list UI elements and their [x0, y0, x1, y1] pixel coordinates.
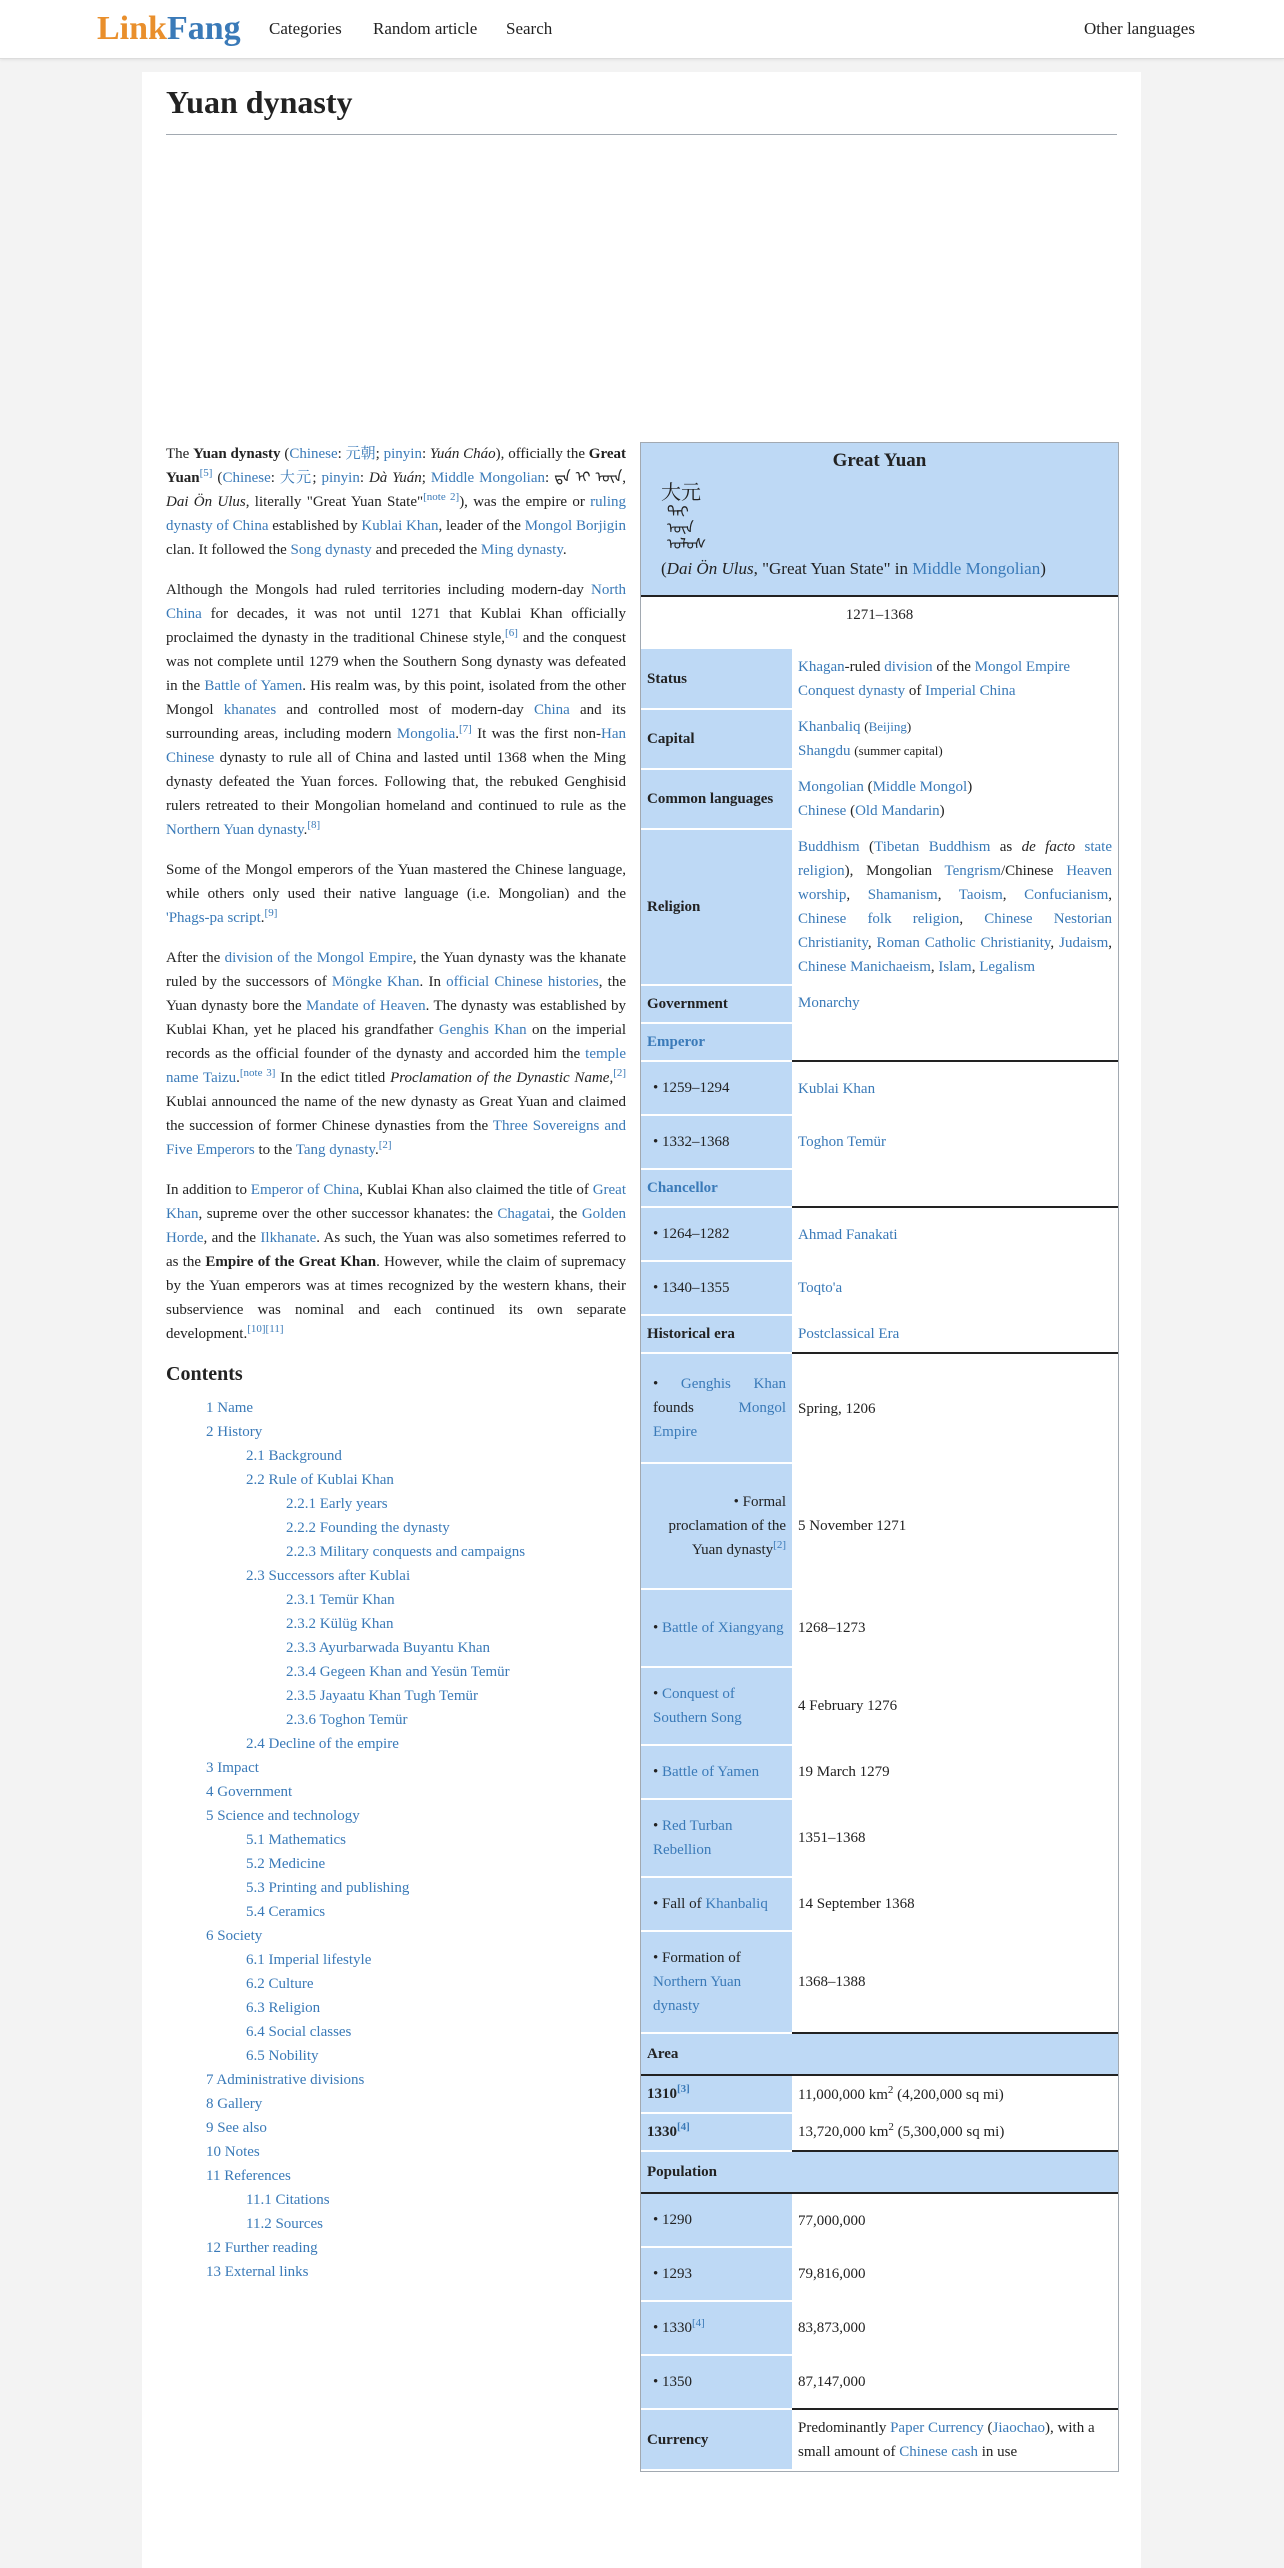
- toc-item[interactable]: 2.3.6 Toghon Temür: [286, 1712, 408, 1728]
- link[interactable]: Chinese: [222, 470, 271, 486]
- toc-item[interactable]: 4 Government: [206, 1784, 293, 1800]
- link[interactable]: Khanbaliq: [705, 1896, 768, 1912]
- toc-item[interactable]: 6.2 Culture: [246, 1976, 314, 1992]
- toc-item[interactable]: 5.2 Medicine: [246, 1856, 326, 1872]
- link[interactable]: khanates: [223, 702, 277, 718]
- link[interactable]: Chinese: [289, 446, 338, 462]
- government-label: Government: [641, 985, 792, 1023]
- infobox-native-name: 大元 ᠳᠠᠢ ᠥᠨ ᠤᠯᠤᠰ: [661, 482, 707, 553]
- link[interactable]: Old Mandarin: [855, 803, 940, 819]
- link[interactable]: Chinese cash: [899, 2444, 978, 2460]
- link[interactable]: Mongolian: [798, 779, 864, 795]
- link[interactable]: Battle of Xiangyang: [662, 1620, 784, 1636]
- paragraph-3: Some of the Mongol emperors of the Yuan mastered the Chinese language, while others only used their native language (i.e. Mongolian) and the 'Phags-pa script.[9]: [166, 862, 626, 926]
- link[interactable]: Chinese folk religion: [798, 911, 960, 927]
- event-date: 19 March 1279: [798, 1764, 890, 1780]
- infobox-transliteration: (Dai Ön Ulus, "Great Yuan State" in Middle Mongolian): [661, 559, 1046, 578]
- link[interactable]: Han Chinese: [166, 726, 627, 766]
- population-year: • 1290: [641, 2193, 792, 2247]
- paragraph-2: Although the Mongols had ruled territories including modern-day North China for decades, it was not until 1271 that Kublai Khan officially proclaimed the dynasty in the traditional Chinese style,[6] and the conquest was not complete until 1279 when the Southern Song dynasty was defeated in the Battle of Yamen. His realm was, by this point, isolated from the other Mongol khanates and controlled most of modern-day China and its surrounding areas, including modern Mongolia.[7] It was the first non-Han Chinese dynasty to rule all of China and lasted until 1368 when the Ming dynasty defeated the Yuan forces. Following that, the rebuked Genghisid rulers retreated to their Mongolian homeland and continued to rule as the Northern Yuan dynasty.[8]: [166, 582, 627, 838]
- link[interactable]: Buddhism: [798, 839, 860, 855]
- link[interactable]: 元朝: [345, 446, 376, 462]
- chancellor-years: • 1264–1282: [641, 1207, 792, 1261]
- link[interactable]: Mandate of Heaven: [306, 998, 426, 1014]
- toc-item[interactable]: 2.3 Successors after Kublai: [246, 1568, 411, 1584]
- nav-categories[interactable]: Categories: [269, 19, 342, 38]
- toc-item[interactable]: 5.4 Ceramics: [246, 1904, 326, 1920]
- event-label: • Conquest of Southern Song: [641, 1667, 792, 1745]
- link[interactable]: Judaism: [1059, 935, 1109, 951]
- link[interactable]: Song dynasty: [290, 542, 372, 558]
- area-value: 11,000,000 $km^2$ (4,200,000 sq mi): [798, 2083, 1004, 2103]
- link[interactable]: Chinese: [798, 803, 847, 819]
- link[interactable]: Heaven worship: [798, 863, 1112, 903]
- toc-item[interactable]: 3 Impact: [206, 1760, 259, 1776]
- infobox-title: Great Yuan: [832, 450, 927, 471]
- link[interactable]: Ilkhanate: [260, 1230, 317, 1246]
- nav-other-languages[interactable]: Other languages: [1084, 19, 1195, 38]
- link[interactable]: Chinese Nestorian Christianity: [798, 911, 1113, 951]
- link[interactable]: 大元: [279, 470, 313, 486]
- link[interactable]: Confucianism: [1024, 887, 1109, 903]
- link[interactable]: Battle of Yamen: [204, 678, 303, 694]
- toc-item[interactable]: 2.2.3 Military conquests and campaigns: [286, 1544, 526, 1560]
- languages-value: Mongolian (Middle Mongol) Chinese (Old Mandarin): [798, 779, 973, 819]
- toc-item[interactable]: 5.1 Mathematics: [246, 1832, 346, 1848]
- title-divider: [166, 134, 1117, 135]
- toc-item[interactable]: 2.1 Background: [246, 1448, 342, 1464]
- link[interactable]: Jiaochao: [992, 2420, 1046, 2436]
- link[interactable]: Conquest of Southern Song: [653, 1686, 742, 1726]
- emperor-name: [792, 1115, 1118, 1169]
- link[interactable]: Islam: [938, 959, 972, 975]
- toc-item[interactable]: 11 References: [206, 2168, 291, 2184]
- link[interactable]: Khanbaliq: [798, 719, 861, 735]
- paragraph-4: After the division of the Mongol Empire, the Yuan dynasty was the khanate ruled by the successors of Möngke Khan. In official Chinese histories, the Yuan dynasty bore the Mandate of Heaven. The dynasty was established by Kublai Khan, yet he placed his grandfather Genghis Khan on the imperial records as the official founder of the dynasty and accorded him the temple name Taizu.[note 3] In the edict titled Proclamation of the Dynastic Name,[2] Kublai announced the name of the new dynasty as Great Yuan and claimed the succession of former Chinese dynasties from the Three Sovereigns and Five Emperors to the Tang dynasty.[2]: [166, 950, 627, 1158]
- toc-list: [166, 1396, 626, 2284]
- languages-label: Common languages: [641, 769, 792, 829]
- event-label: • Battle of Yamen: [641, 1745, 792, 1799]
- paragraph-intro: The Yuan dynasty (Chinese: 元朝; pinyin: Yuán Cháo), officially the Great Yuan[5] (Chinese: 大元; pinyin: Dà Yuán; Middle Mongolian: ᠳᠠ ᠢ ᠦᠨ, Dai Ön Ulus, literally "Great Yuan State"[note 2]), was the empire or ruling dynasty of China established by Kublai Khan, leader of the Mongol Borjigin clan. It followed the Song dynasty and preceded the Ming dynasty.: [166, 446, 627, 558]
- toc-item[interactable]: 2.3.2 Külüg Khan: [286, 1616, 394, 1632]
- mongolian-script: ᠳᠠᠢ ᠥᠨ ᠤᠯᠤᠰ: [667, 505, 707, 553]
- toc-item[interactable]: 6.4 Social classes: [246, 2024, 352, 2040]
- population-year: • 1330[4]: [641, 2301, 792, 2355]
- link[interactable]: Tibetan Buddhism: [874, 839, 991, 855]
- event-date: Spring, 1206: [792, 1353, 1118, 1463]
- nav-random-article[interactable]: Random article: [373, 19, 478, 38]
- link[interactable]: Tang dynasty: [295, 1142, 375, 1158]
- link[interactable]: official Chinese histories: [446, 974, 599, 990]
- toc-item[interactable]: 2.2.2 Founding the dynasty: [286, 1520, 450, 1536]
- link[interactable]: pinyin: [383, 446, 422, 462]
- event-label: • Formation of Northern Yuan dynasty: [641, 1931, 792, 2033]
- toc-item[interactable]: 2.3.1 Temür Khan: [286, 1592, 395, 1608]
- toc-item[interactable]: 10 Notes: [206, 2144, 260, 2160]
- area-label: Area: [641, 2033, 1118, 2075]
- event-label: • Battle of Xiangyang: [641, 1589, 792, 1667]
- toc-item[interactable]: 2.2 Rule of Kublai Khan: [246, 1472, 394, 1488]
- link[interactable]: Chinese Manichaeism: [798, 959, 931, 975]
- status-label: Status: [641, 649, 792, 709]
- area-value: 13,720,000 $km^2$ (5,300,000 sq mi): [798, 2120, 1005, 2140]
- emperor-years: • 1259–1294: [641, 1061, 792, 1115]
- link[interactable]: Mongolia: [396, 726, 456, 742]
- link[interactable]: North China: [166, 582, 626, 622]
- article-page: [142, 72, 1141, 2568]
- link[interactable]: 'Phags-pa script: [166, 910, 261, 926]
- chancellor-name: [792, 1207, 1118, 1261]
- emperor-years: • 1332–1368: [641, 1115, 792, 1169]
- link[interactable]: Ming dynasty: [480, 542, 563, 558]
- link[interactable]: Red Turban Rebellion: [653, 1818, 733, 1858]
- link[interactable]: Shangdu: [798, 743, 851, 759]
- link[interactable]: Middle Mongolian: [912, 559, 1041, 578]
- link[interactable]: Taoism: [958, 887, 1003, 903]
- link[interactable]: Möngke Khan: [331, 974, 420, 990]
- link[interactable]: division: [884, 659, 933, 675]
- toc-item[interactable]: 5 Science and technology: [206, 1808, 360, 1824]
- area-year: 1310[3]: [641, 2075, 792, 2113]
- event-label: • Formal proclamation of the Yuan dynasty[2]: [641, 1463, 792, 1589]
- page-title: Yuan dynasty: [166, 84, 353, 120]
- toc-item[interactable]: 2 History: [206, 1424, 263, 1440]
- link[interactable]: temple name Taizu: [166, 1046, 626, 1086]
- emperor-name: [792, 1061, 1118, 1115]
- chancellor-name: [792, 1261, 1118, 1315]
- event-date: 4 February 1276: [798, 1698, 898, 1714]
- population-year: • 1350: [641, 2355, 792, 2409]
- toc-item[interactable]: 1 Name: [206, 1400, 254, 1416]
- population-year: • 1293: [641, 2247, 792, 2301]
- link[interactable]: Tengrism: [944, 863, 1001, 879]
- toc-item[interactable]: 13 External links: [206, 2264, 309, 2280]
- event-label: • Red Turban Rebellion: [641, 1799, 792, 1877]
- link[interactable]: Toqto'a: [798, 1280, 843, 1296]
- religion-value: Buddhism (Tibetan Buddhism as de facto state religion), Mongolian Tengrism/Chinese Heaven worship, Shamanism, Taoism, Confucianism, Chinese folk religion, Chinese Nestorian Christianity, Roman Catholic Christianity, Judaism, Chinese Manichaeism, Islam, Legalism: [798, 839, 1113, 975]
- toc-item[interactable]: 6.1 Imperial lifestyle: [246, 1952, 372, 1968]
- event-date: 5 November 1271: [798, 1518, 907, 1534]
- event-date: 14 September 1368: [798, 1896, 915, 1912]
- toc-item[interactable]: 12 Further reading: [206, 2240, 318, 2256]
- link[interactable]: Middle Mongolian: [430, 470, 545, 486]
- link[interactable]: ruling dynasty of China: [166, 494, 627, 534]
- population-value: 79,816,000: [798, 2266, 866, 2282]
- event-date: 1351–1368: [798, 1830, 866, 1846]
- event-date: 1268–1273: [798, 1620, 866, 1636]
- population-value: 83,873,000: [798, 2320, 866, 2336]
- toc-item[interactable]: 2.3.5 Jayaatu Khan Tugh Temür: [286, 1688, 478, 1704]
- link[interactable]: Toghon Temür: [798, 1134, 887, 1150]
- link[interactable]: Imperial China: [925, 683, 1016, 699]
- link[interactable]: Ahmad Fanakati: [798, 1226, 898, 1243]
- chancellor-years: • 1340–1355: [641, 1261, 792, 1315]
- link[interactable]: Emperor of China: [250, 1182, 360, 1198]
- infobox-table: [641, 649, 1118, 2471]
- link[interactable]: Mongol Borjigin: [524, 518, 626, 534]
- toc-item[interactable]: 8 Gallery: [206, 2096, 263, 2112]
- link[interactable]: Conquest dynasty: [798, 683, 906, 699]
- toc-item[interactable]: 2.3.4 Gegeen Khan and Yesün Temür: [286, 1664, 510, 1680]
- event-date: 1368–1388: [798, 1973, 866, 1990]
- link[interactable]: Golden Horde: [166, 1206, 626, 1246]
- currency-value: Predominantly Paper Currency (Jiaochao), with a small amount of Chinese cash in use: [792, 2409, 1118, 2470]
- nav-search[interactable]: Search: [506, 19, 553, 38]
- link[interactable]: Kublai Khan: [798, 1080, 876, 1097]
- paragraph-5: In addition to Emperor of China, Kublai Khan also claimed the title of Great Khan, supreme over the other successor khanates: the Chagatai, the Golden Horde, and the Ilkhanate. As such, the Yuan was also sometimes referred to as the Empire of the Great Khan. However, while the claim of supremacy by the Yuan emperors was at times recognized by the western khans, their subservience was nominal and each continued its own separate development.[10][11]: [166, 1182, 626, 1342]
- link[interactable]: pinyin: [321, 470, 360, 486]
- link[interactable]: division of the Mongol Empire: [224, 950, 413, 966]
- toc-item[interactable]: 6 Society: [206, 1928, 263, 1944]
- link[interactable]: Monarchy: [798, 995, 860, 1011]
- contents-heading: Contents: [166, 1363, 243, 1385]
- top-navigation-bar: [0, 0, 1284, 59]
- era-value: [792, 1315, 1118, 1353]
- link[interactable]: state religion: [798, 839, 1113, 879]
- link[interactable]: Great Khan: [166, 1182, 626, 1222]
- toc-item[interactable]: 2.4 Decline of the empire: [246, 1736, 399, 1752]
- link[interactable]: Northern Yuan dynasty: [166, 822, 304, 838]
- status-value: Khagan-ruled division of the Mongol Empire Conquest dynasty of Imperial China: [798, 659, 1071, 699]
- link[interactable]: Northern Yuan dynasty: [653, 1974, 742, 2014]
- link[interactable]: Khagan: [798, 659, 845, 675]
- toc-item[interactable]: 5.3 Printing and publishing: [246, 1880, 410, 1896]
- link[interactable]: Paper Currency: [890, 2420, 984, 2436]
- link[interactable]: Chagatai: [497, 1206, 551, 1222]
- era-label: Historical era: [641, 1315, 792, 1353]
- link[interactable]: Shamanism: [867, 887, 938, 903]
- religion-label: Religion: [641, 829, 792, 985]
- currency-label: Currency: [641, 2409, 792, 2470]
- link[interactable]: China: [533, 702, 570, 718]
- link[interactable]: Roman Catholic Christianity: [876, 935, 1051, 951]
- toc-item[interactable]: 6.3 Religion: [246, 2000, 321, 2016]
- link[interactable]: Beijing: [868, 719, 907, 734]
- article-body: [166, 442, 626, 2284]
- link[interactable]: Legalism: [979, 959, 1036, 975]
- link[interactable]: Mongol Empire: [653, 1400, 786, 1440]
- government-value: [792, 985, 1118, 1061]
- link[interactable]: Battle of Yamen: [662, 1764, 760, 1780]
- toc-item[interactable]: 2.3.3 Ayurbarwada Buyantu Khan: [286, 1640, 490, 1656]
- capital-label: Capital: [641, 709, 792, 769]
- link[interactable]: Three Sovereigns and Five Emperors: [166, 1118, 626, 1158]
- link[interactable]: Genghis Khan: [680, 1376, 786, 1392]
- infobox-header: [641, 443, 1118, 597]
- link[interactable]: Kublai Khan: [361, 518, 439, 534]
- infobox-dates: 1271–1368: [845, 607, 914, 623]
- link[interactable]: Middle Mongol: [872, 779, 968, 795]
- site-logo[interactable]: LinkFang: [97, 10, 241, 47]
- event-label: • Fall of Khanbaliq: [641, 1877, 792, 1931]
- emperor-label: Emperor: [641, 1023, 792, 1061]
- toc-item[interactable]: 6.5 Nobility: [246, 2048, 319, 2064]
- population-value: 77,000,000: [798, 2212, 866, 2229]
- area-year: 1330[4]: [641, 2113, 792, 2151]
- toc-item[interactable]: 11.1 Citations: [246, 2192, 330, 2208]
- population-value: 87,147,000: [798, 2373, 866, 2390]
- link[interactable]: Mongol Empire: [974, 659, 1071, 675]
- infobox: [640, 442, 1119, 2472]
- capital-value: Khanbaliq (Beijing) Shangdu (summer capital): [798, 719, 943, 759]
- chancellor-label: Chancellor: [641, 1169, 792, 1207]
- toc-item[interactable]: 2.2.1 Early years: [286, 1496, 388, 1512]
- toc-item[interactable]: 11.2 Sources: [246, 2216, 323, 2232]
- population-label: Population: [641, 2151, 1118, 2193]
- link[interactable]: Postclassical Era: [798, 1325, 900, 1342]
- link[interactable]: Genghis Khan: [438, 1022, 527, 1038]
- toc-item[interactable]: 9 See also: [206, 2120, 267, 2136]
- table-of-contents: [166, 1362, 626, 2284]
- toc-item[interactable]: 7 Administrative divisions: [206, 2072, 365, 2088]
- event-label: • Genghis Khan founds Mongol Empire: [641, 1353, 792, 1463]
